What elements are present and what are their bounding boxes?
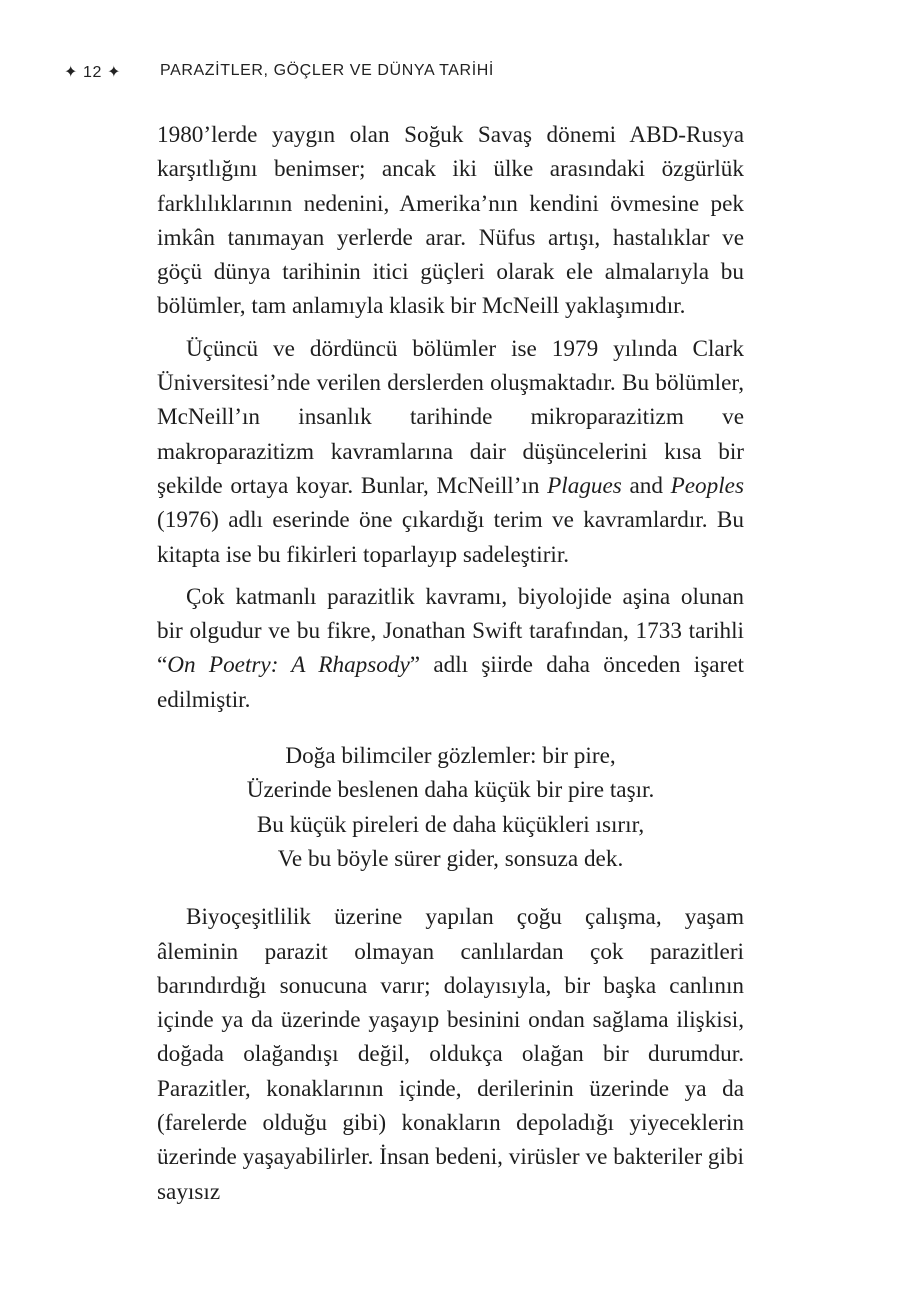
paragraph-3 — [157, 580, 744, 717]
italic-title-plagues: Plagues — [547, 472, 622, 499]
running-title: PARAZİTLER, GÖÇLER VE DÜNYA TARİHİ — [160, 62, 494, 79]
poem-quote — [157, 739, 744, 876]
poem-line: Üzerinde beslenen daha küçük bir pire taşır. — [246, 777, 655, 804]
paragraph-3-text-b: ” adlı şiirde daha önceden işaret edilmiştir. — [157, 652, 744, 713]
paragraph-2 — [157, 332, 744, 572]
poem-line: Doğa bilimciler gözlemler: bir pire, — [285, 743, 616, 770]
paragraph-2-text-b: and — [621, 472, 671, 499]
page-number: ✦ 12 ✦ — [64, 64, 122, 81]
italic-title-peoples: Peoples — [670, 472, 744, 499]
paragraph-2-text-c: (1976) adlı eserinde öne çıkardığı terim ve kavramlardır. Bu kitapta ise bu fikirleri toparlayıp sadeleştirir. — [157, 507, 744, 568]
body-text — [157, 118, 744, 1217]
paragraph-3-text-a: Çok katmanlı parazitlik kavramı, biyolojide aşina olunan bir olgudur ve bu fikre, Jonathan Swift tarafından, 1733 tarihli “ — [157, 583, 744, 679]
italic-poem-title: On Poetry: A Rhapsody — [167, 652, 410, 679]
page-header — [64, 62, 824, 86]
paragraph-1: 1980’lerde yaygın olan Soğuk Savaş dönemi ABD-Rusya karşıtlığını benimser; ancak iki ülke arasındaki özgürlük farklılıklarının nedenini, Amerika’nın kendini övmesine pek imkân tanımayan yerlerde arar. Nüfus artışı, hastalıklar ve göçü dünya tarihinin itici güçleri olarak ele almalarıyla bu bölümler, tam anlamıyla klasik bir McNeill yaklaşımıdır. — [157, 122, 744, 320]
poem-line: Ve bu böyle sürer gider, sonsuza dek. — [277, 845, 624, 872]
paragraph-2-text-a: Üçüncü ve dördüncü bölümler ise 1979 yılında Clark Üniversitesi’nde verilen derslerden oluşmaktadır. Bu bölümler, McNeill’ın insanlık tarihinde mikroparazitizm ve makroparazitizm kavramlarına dair düşüncelerini kısa bir şekilde ortaya koyar. Bunlar, McNeill’ın — [157, 335, 744, 499]
paragraph-4: Biyoçeşitlilik üzerine yapılan çoğu çalışma, yaşam âleminin parazit olmayan canlılardan çok parazitleri barındırdığı sonucuna varır; dolayısıyla, bir başka canlının içinde ya da üzerinde yaşayıp besinini ondan sağlama ilişkisi, doğada olağandışı değil, oldukça olağan bir durumdur. Parazitler, konaklarının içinde, derilerinin üzerinde ya da (farelerde olduğu gibi) konakların depoladığı yiyeceklerin üzerinde yaşayabilirler. İnsan bedeni, virüsler ve bakteriler gibi sayısız — [157, 904, 744, 1205]
poem-line: Bu küçük pireleri de daha küçükleri ısırır, — [256, 811, 645, 838]
